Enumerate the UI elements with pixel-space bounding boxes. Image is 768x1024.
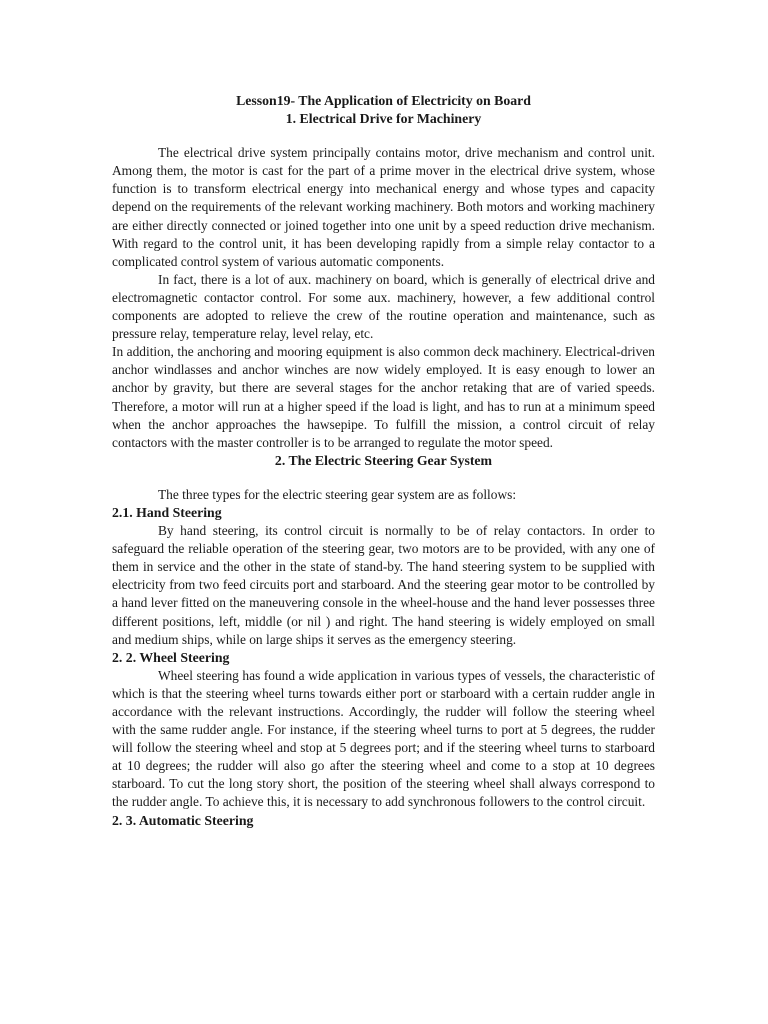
document-page — [112, 92, 655, 830]
section2-intro: The three types for the electric steering gear system are as follows: — [158, 486, 517, 502]
subsection-automatic-steering-heading: 2. 3. Automatic Steering — [112, 812, 254, 828]
spacer — [112, 470, 655, 486]
spacer — [112, 128, 655, 144]
paragraph-wheel-steering: Wheel steering has found a wide application in various types of vessels, the characteristic of which is that the steering wheel turns towards either port or starboard with a certain rudder angle in accordance with the relevant instructions. Accordingly, the rudder will follow the steering wheel with the same rudder angle. For instance, if the steering wheel turns to port at 5 degrees, the rudder will follow the steering wheel and stop at 5 degrees port; and if the steering wheel turns to starboard at 10 degrees; the rudder will also go after the steering wheel and come to a stop at 10 degrees starboard. To cut the long story short, the position of the steering wheel shall always correspond to the rudder angle. To achieve this, it is necessary to add synchronous followers to the control circuit. — [112, 667, 655, 810]
lesson-title: Lesson19- The Application of Electricity on Board — [236, 93, 531, 108]
section2-heading: 2. The Electric Steering Gear System — [274, 452, 493, 468]
section1-heading: 1. Electrical Drive for Machinery — [285, 111, 482, 127]
paragraph-anchoring: In addition, the anchoring and mooring equipment is also common deck machinery. Electrical-driven anchor windlasses and anchor winches are now widely employed. It is easy enough to lower an anchor by gravity, but there are several stages for the anchor retaking that are of varied speeds. Therefore, a motor will run at a higher speed if the load is light, and has to run at a minimum speed when the anchor approaches the hawsepipe. To fulfill the mission, a control circuit of relay contactors with the master controller is to be arranged to regulate the motor speed. — [112, 344, 655, 450]
subsection-wheel-steering-heading: 2. 2. Wheel Steering — [112, 649, 230, 665]
subsection-hand-steering-heading: 2.1. Hand Steering — [112, 504, 222, 520]
paragraph-electrical-drive: The electrical drive system principally contains motor, drive mechanism and control unit. Among them, the motor is cast for the part of a prime mover in the electrical drive system, whose function is to transform electrical energy into mechanical energy and whose types and capacity depend on the requirements of the relevant working machinery. Both motors and working machinery are either directly connected or joined together into one unit by a speed reduction drive mechanism. With regard to the control unit, it has been developing rapidly from a simple relay contactor to a complicated control system of various automatic components. — [112, 145, 655, 269]
paragraph-aux-machinery: In fact, there is a lot of aux. machinery on board, which is generally of electrical drive and electromagnetic contactor control. For some aux. machinery, however, a few additional control components are adopted to relieve the crew of the routine operation and maintenance, such as pressure relay, temperature relay, level relay, etc. — [112, 271, 655, 342]
paragraph-hand-steering: By hand steering, its control circuit is normally to be of relay contactors. In order to safeguard the reliable operation of the steering gear, two motors are to be provided, with any one of them in service and the other in the state of stand-by. The hand steering system to be supplied with electricity from two feed circuits port and starboard. And the steering gear motor to be controlled by a hand lever fitted on the maneuvering console in the wheel-house and the hand lever possesses three different positions, left, middle (or nil ) and right. The hand steering is widely employed on small and medium ships, while on large ships it serves as the emergency steering. — [112, 523, 655, 647]
